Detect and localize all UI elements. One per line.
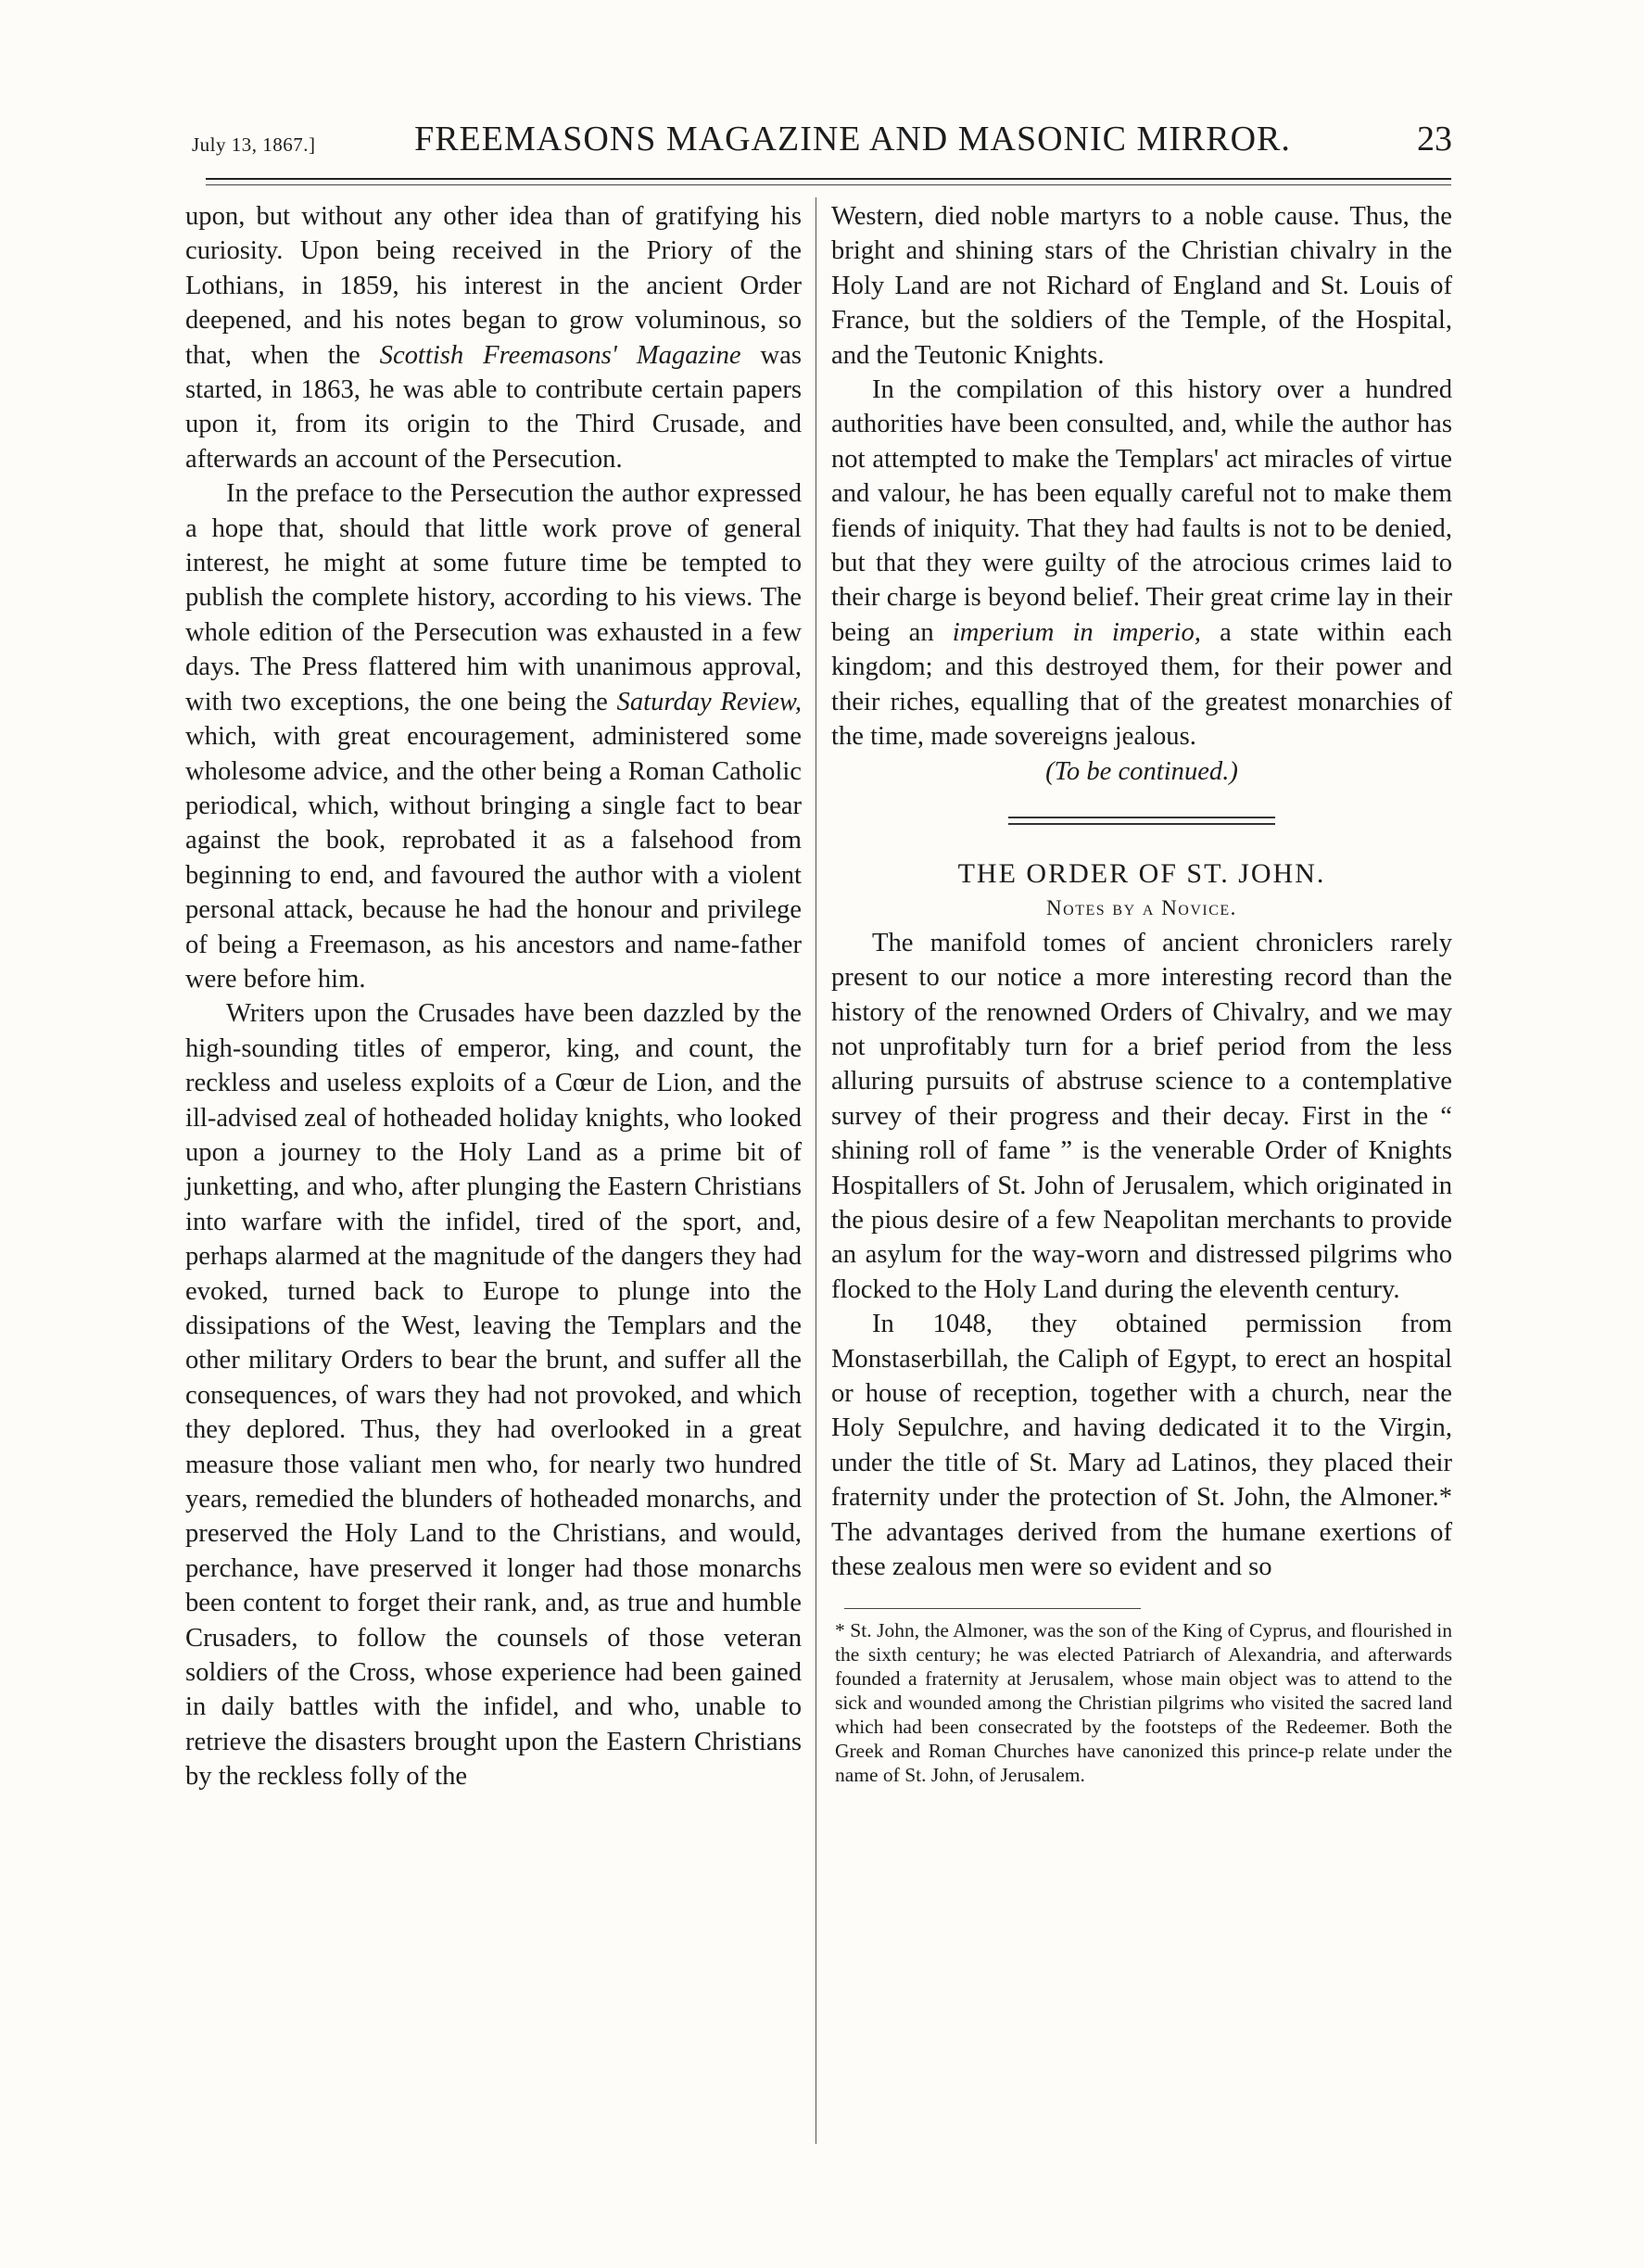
paragraph-text: which, with great encouragement, administered some wholesome advice, and the other being a Roman Catholic periodical, which, without bringing a single fact to bear against the book, reprobated it as a falsehood from beginning to end, and favoured the author with a violent personal attack, because he had the honour and privilege of being a Freemason, as his ancestors and name-father were before him. bbox=[185, 722, 802, 994]
left-column bbox=[185, 199, 802, 1794]
paragraph-text: In the preface to the Persecution the author expressed a hope that, should that little work prove of general interest, he might at some future time be tempted to publish the complete history, according to his views. The whole edition of the Persecution was exhausted in a few days. The Press flattered him with unanimous approval, with two exceptions, the one being the bbox=[185, 479, 802, 716]
article-title: THE ORDER OF ST. JOHN. bbox=[957, 857, 1326, 889]
latin-phrase: imperium in imperio, bbox=[952, 617, 1201, 647]
paragraph-text: upon, but without any other idea than of gratifying his curiosity. Upon being received in the Priory of the Lothians, in 1859, his interest in the ancient Order deepened, and his notes began to grow voluminous, so that, when the bbox=[185, 202, 802, 370]
paragraph bbox=[831, 373, 1452, 754]
footnote: * St. John, the Almoner, was the son of the King of Cyprus, and flourished in the sixth century; he was elected Patriarch of Alexandria, and afterwards founded a fraternity at Jerusalem, whose main object was to attend to the sick and wounded among the Christian pilgrims who visited the sacred land which had been consecrated by the footsteps of the Redeemer. Both the Greek and Roman Churches have canonized this prince-p relate under the name of St. John, of Jerusalem. bbox=[835, 1619, 1452, 1787]
page-number: 23 bbox=[1417, 120, 1452, 158]
section-divider bbox=[1008, 817, 1275, 825]
running-header bbox=[192, 119, 1458, 165]
paragraph: Writers upon the Crusades have been dazzled by the high-sounding titles of emperor, king, and count, the reckless and useless exploits of a Cœur de Lion, and the ill-advised zeal of hotheaded holiday knights, who looked upon a journey to the Holy Land as a prime bit of junketting, and who, after plunging the Eastern Christians into warfare with the infidel, tired of the sport, and, perhaps alarmed at the magnitude of the dangers they had evoked, turned back to Europe to plunge into the dissipations of the West, leaving the Templars and the other military Orders to bear the brunt, and suffer all the consequences, of wars they had not provoked, and which they deplored. Thus, they had overlooked in a great measure those valiant men who, for nearly two hundred years, remedied the blunders of hotheaded monarchs, and preserved the Holy Land to the Christians, and would, perchance, have preserved it longer had those monarchs been content to forget their rank, and, as true and humble Crusaders, to follow the counsels of those veteran soldiers of the Cross, whose experience had been gained in daily battles with the infidel, and who, unable to retrieve the disasters brought upon the Eastern Christians by the reckless folly of the bbox=[185, 999, 802, 1792]
paragraph-text: was started, in 1863, he was able to contribute certain papers upon it, from its origin to the Third Crusade, and afterwards an account of the Persecution. bbox=[185, 340, 802, 474]
paragraph: Western, died noble martyrs to a noble cause. Thus, the bright and shining stars of the Christian chivalry in the Holy Land are not Richard of England and St. Louis of France, but the soldiers of the Temple, of the Hospital, and the Teutonic Knights. bbox=[831, 202, 1452, 370]
paragraph bbox=[185, 199, 802, 476]
magazine-title: FREEMASONS MAGAZINE AND MASONIC MIRROR. bbox=[414, 120, 1291, 158]
periodical-name: Saturday Review, bbox=[616, 687, 802, 716]
magazine-name: Scottish Freemasons' Magazine bbox=[379, 340, 741, 370]
paragraph bbox=[185, 476, 802, 996]
issue-date: July 13, 1867.] bbox=[192, 133, 316, 156]
paragraph: The manifold tomes of ancient chroniclers rarely present to our notice a more interesting record than the history of the renowned Orders of Chivalry, and we may not unprofitably turn for a brief period from the less alluring pursuits of abstruse science to a contemplative survey of their progress and their decay. First in the “ shining roll of fame ” is the venerable Order of Knights Hospitallers of St. John of Jerusalem, which originated in the pious desire of a few Neapolitan merchants to provide an asylum for the way-worn and distressed pilgrims who flocked to the Holy Land during the eleventh century. bbox=[831, 928, 1452, 1304]
to-be-continued: (To be continued.) bbox=[1045, 756, 1238, 786]
paragraph-text: In the compilation of this history over a hundred authorities have been consulted, and, while the author has not attempted to make the Templars' act miracles of virtue and valour, he has been equally careful not to make them fiends of iniquity. That they had faults is not to be denied, but that they were guilty of the atrocious crimes laid to their charge is beyond belief. Their great crime lay in their being an bbox=[831, 375, 1452, 647]
paragraph-text: a state within each kingdom; and this destroyed them, for their power and their riches, equalling that of the greatest monarchies of the time, made sovereigns jealous. bbox=[831, 617, 1452, 752]
footnote-rule bbox=[844, 1608, 1141, 1609]
right-column bbox=[831, 199, 1452, 1787]
paragraph: In 1048, they obtained permission from Monstaserbillah, the Caliph of Egypt, to erect an hospital or house of reception, together with a church, near the Holy Sepulchre, and having dedicated it to the Virgin, under the title of St. Mary ad Latinos, they placed their fraternity under the protection of St. John, the Almoner.* The advantages derived from the humane exertions of these zealous men were so evident and so bbox=[831, 1310, 1452, 1582]
header-rule bbox=[206, 178, 1451, 185]
article-subtitle: Notes by a Novice. bbox=[1046, 896, 1237, 920]
